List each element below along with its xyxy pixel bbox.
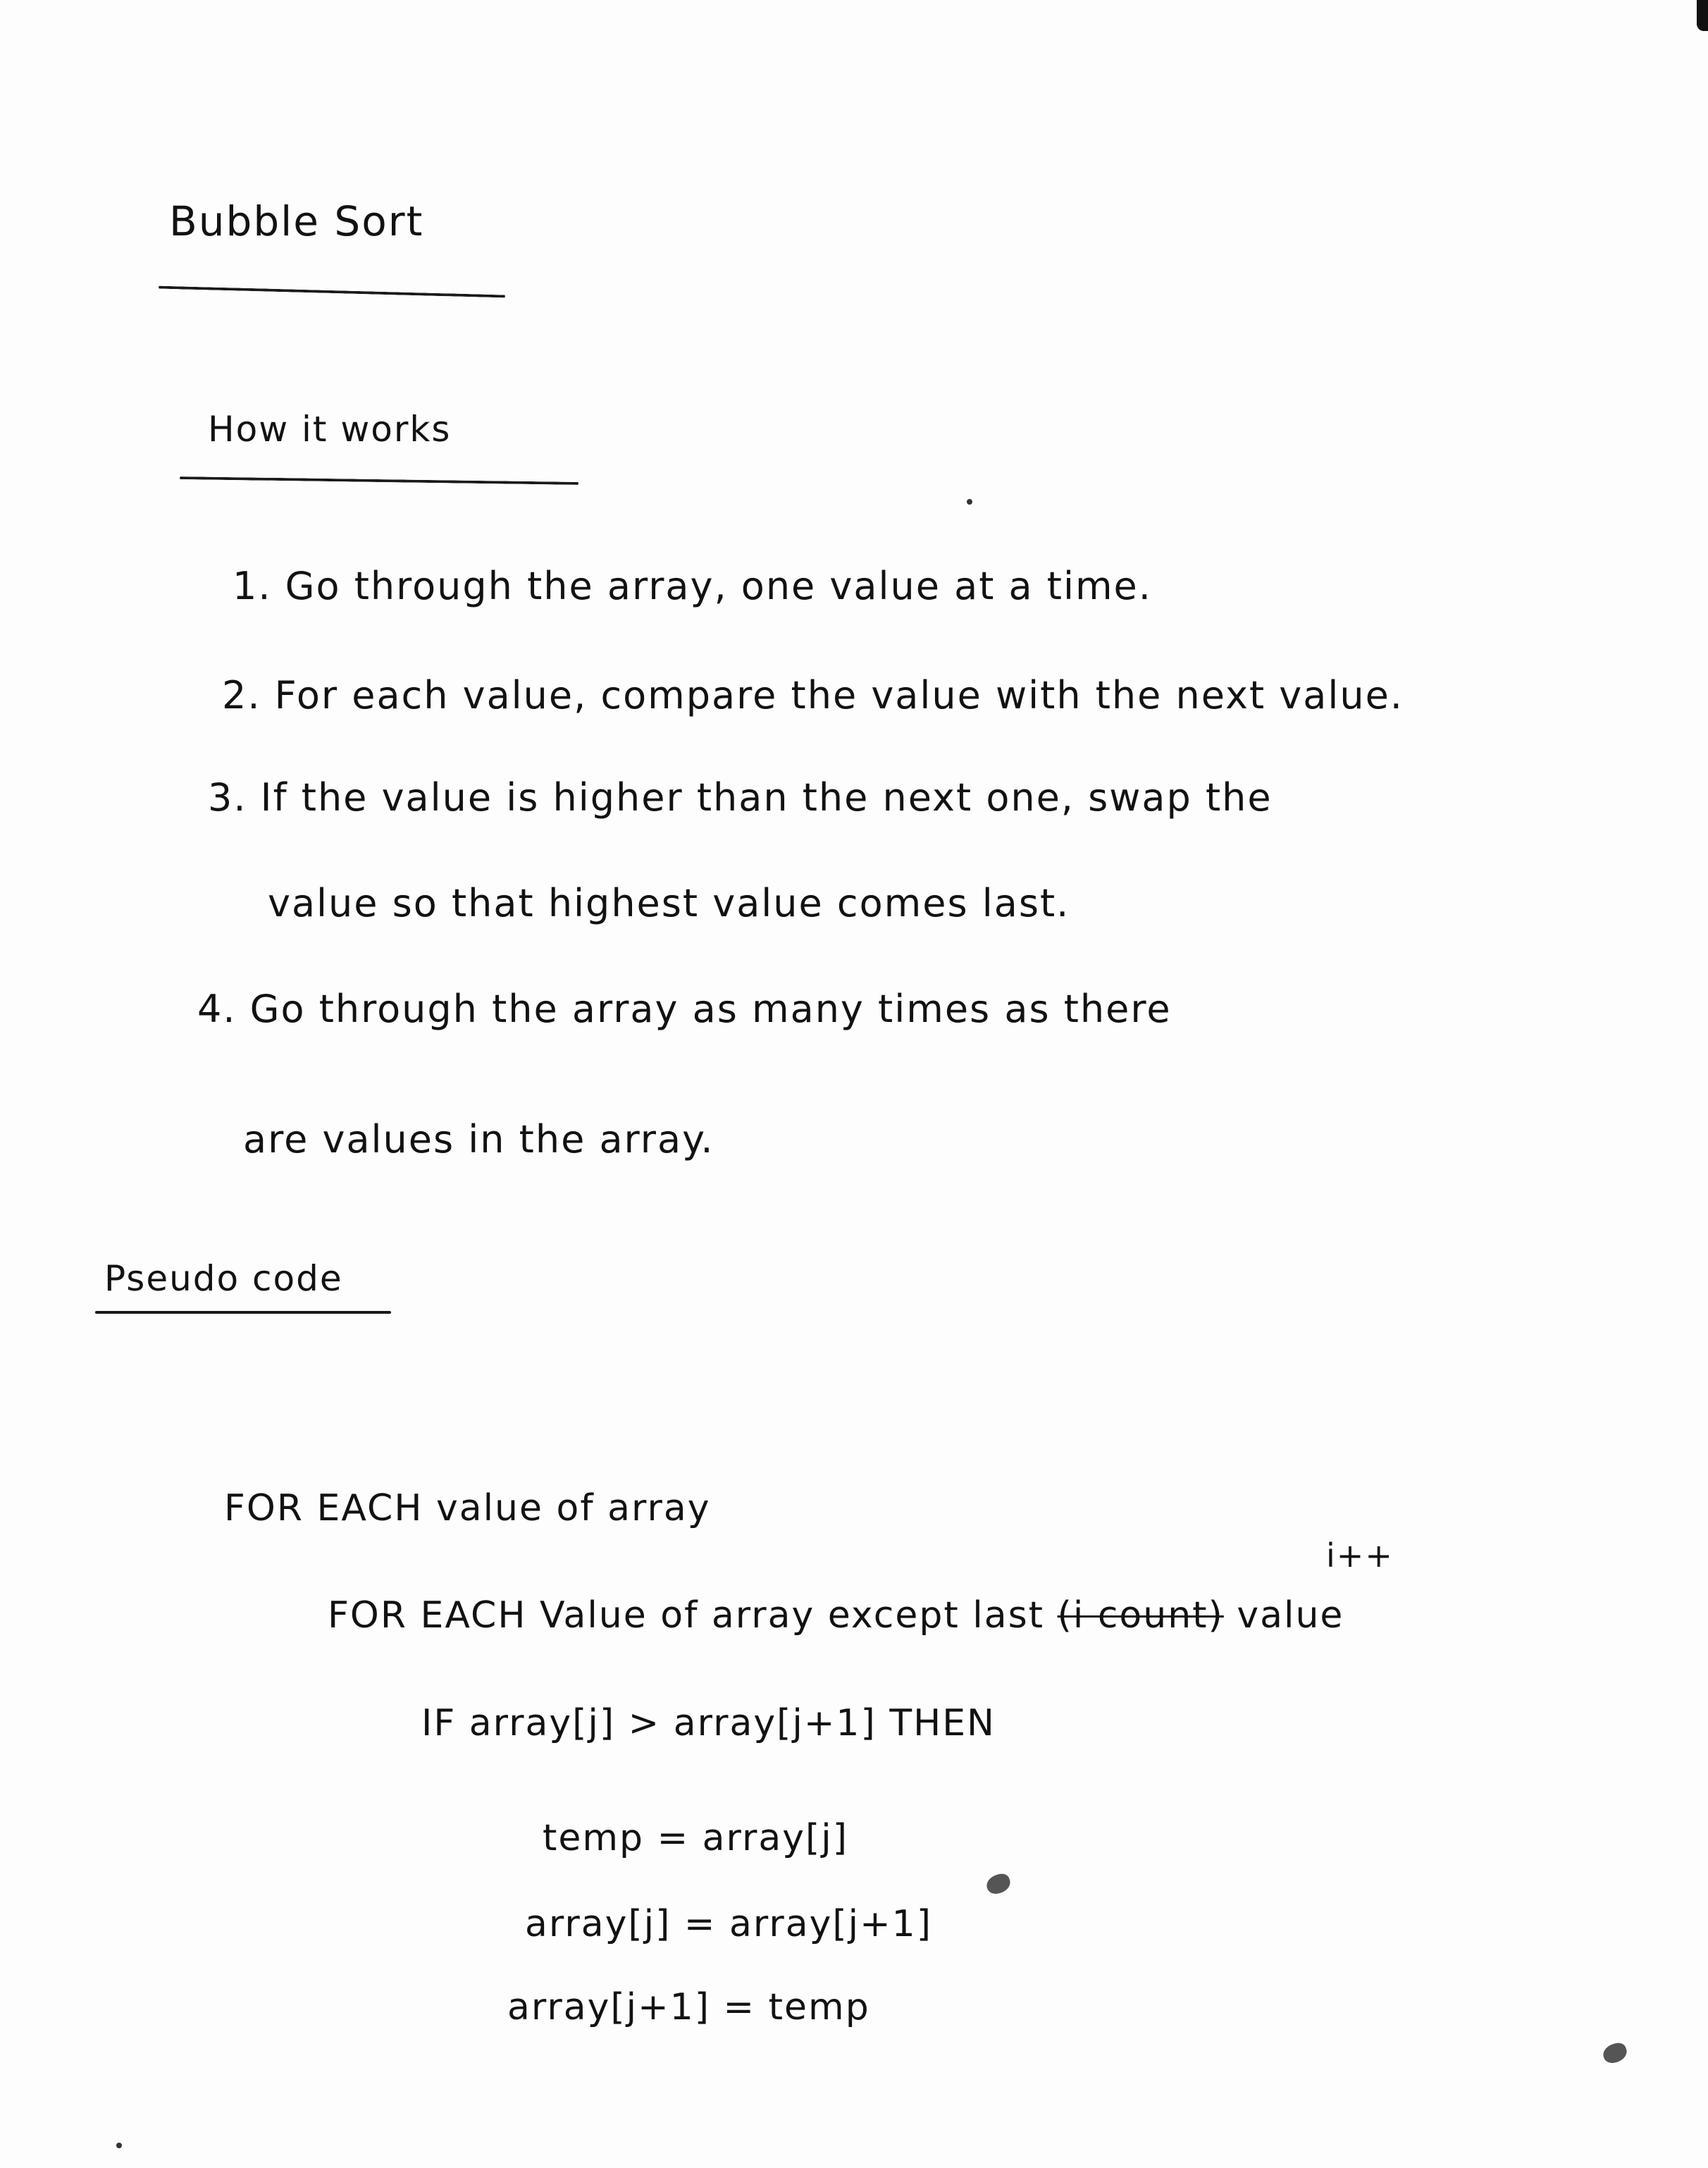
inner-loop-suffix: value [1237, 1594, 1344, 1637]
inner-loop-text: FOR EACH Value of array except last [328, 1594, 1045, 1637]
step-line-3-continued: value so that highest value comes last. [268, 881, 1070, 925]
corner-mark [1697, 0, 1708, 31]
pseudo-assign-line: array[j] = array[j+1] [525, 1903, 933, 1945]
inner-loop-struck-text: (i count) [1057, 1594, 1224, 1637]
pseudo-code-underline [95, 1311, 391, 1314]
pseudo-temp-line: temp = array[j] [543, 1817, 849, 1859]
ink-blob [984, 1871, 1013, 1897]
step-line-4-continued: are values in the array. [243, 1117, 714, 1162]
ink-blob [1601, 2040, 1630, 2066]
step-line-2: 2. For each value, compare the value with the next value. [222, 673, 1404, 717]
title-underline [159, 286, 505, 298]
step-line-1: 1. Go through the array, one value at a time. [233, 564, 1152, 608]
ink-speck [116, 2143, 122, 2148]
step-line-4: 4. Go through the array as many times as there [197, 987, 1172, 1031]
how-it-works-heading: How it works [208, 409, 452, 450]
page-title: Bubble Sort [169, 197, 424, 245]
pseudo-if-line: IF array[j] > array[j+1] THEN [421, 1702, 996, 1744]
pseudo-outer-loop: FOR EACH value of array [224, 1487, 711, 1529]
pseudo-insert-note: i++ [1326, 1536, 1394, 1575]
step-line-3: 3. If the value is higher than the next one, swap the [208, 775, 1273, 820]
pseudo-swap-line: array[j+1] = temp [507, 1986, 870, 2028]
pseudo-code-heading: Pseudo code [104, 1258, 343, 1299]
ink-speck [967, 499, 972, 505]
how-it-works-underline [180, 476, 578, 485]
pseudo-inner-loop [328, 1594, 1344, 1637]
